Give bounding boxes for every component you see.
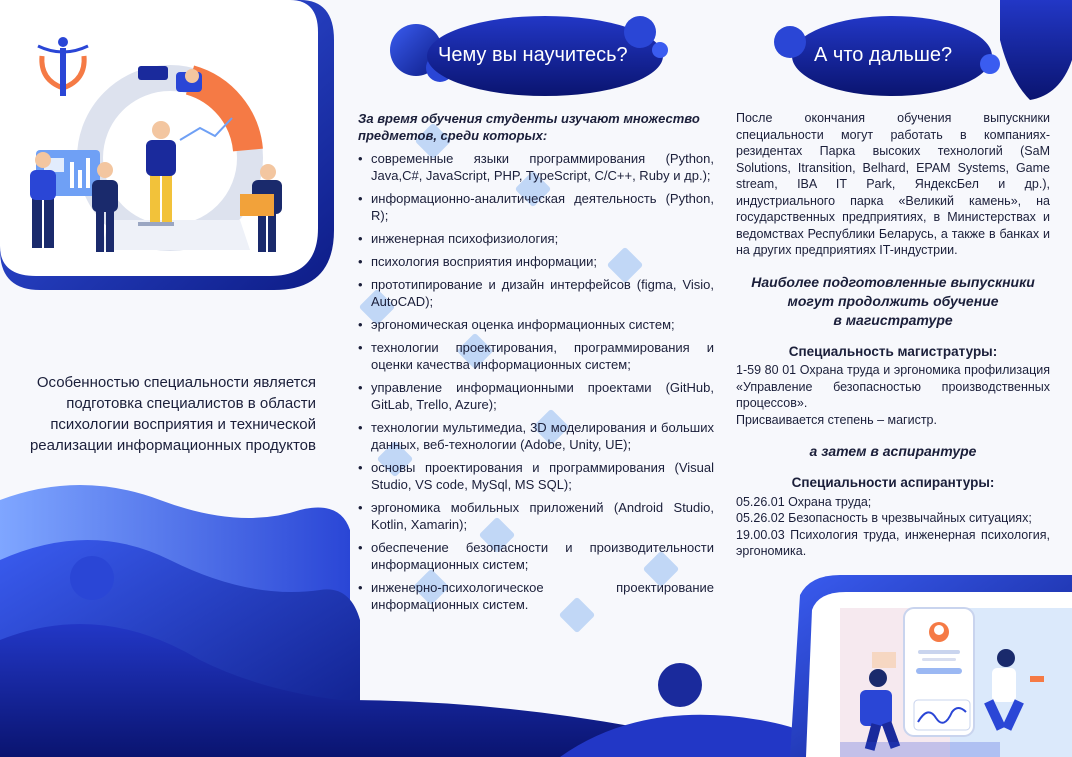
masters-text: 1-59 80 01 Охрана труда и эргономика профилизация «Управление безопасностью производственных процессов». [736, 363, 1050, 410]
phd-title: Специальности аспирантуры: [791, 475, 995, 490]
list-item: • основы проектирования и программирования (Visual Studio, VS code, MySql, MS SQL); [358, 459, 714, 493]
masters-title: Специальность магистратуры: [788, 343, 998, 359]
masters-intro-line: в магистратуре [833, 311, 953, 328]
list-item: • инженерная психофизиология; [358, 230, 714, 247]
list-item: • психология восприятия информации; [358, 253, 714, 270]
list-item: • современные языки программирования (Python, Java,C#, JavaScript, PHP, TypeScript, C/C++, Ruby и др.); [358, 150, 714, 184]
list-item: • эргономическая оценка информационных систем; [358, 316, 714, 333]
subjects-list [358, 150, 714, 613]
phd-intro: а затем в аспирантуре [809, 443, 977, 459]
list-item: 19.00.03 Психология труда, инженерная психология, эргономика. [736, 527, 1050, 558]
section-header-next: А что дальше? [814, 44, 953, 66]
list-item: • информационно-аналитическая деятельность (Python, R); [358, 190, 714, 224]
masters-intro-line: Наиболее подготовленные выпускники [751, 273, 1035, 290]
masters-intro [736, 273, 1050, 330]
list-item: • обеспечение безопасности и производительности информационных систем; [358, 539, 714, 573]
specialty-tagline: Особенностью специальности является подготовка специалистов в области психологии восприятия и технической реализации информационных продуктов [29, 374, 316, 454]
masters-degree: Присваивается степень – магистр. [736, 412, 937, 427]
list-item: • эргономика мобильных приложений (Android Studio, Kotlin, Xamarin); [358, 499, 714, 533]
list-item: • прототипирование и дизайн интерфейсов (figma, Visio, AutoCAD); [358, 276, 714, 310]
list-item: • технологии мультимедиа, 3D моделирования и больших данных, веб-технологии (Adobe, Unity, UE); [358, 419, 714, 453]
masters-intro-line: могут продолжить обучение [787, 292, 999, 309]
subjects-intro: За время обучения студенты изучают множество предметов, среди которых: [358, 111, 700, 143]
subjects-column [358, 110, 714, 619]
list-item: 05.26.02 Безопасность в чрезвычайных ситуациях; [736, 511, 1032, 525]
list-item: • инженерно-психологическое проектирование информационных систем. [358, 579, 714, 613]
career-column [736, 110, 1050, 560]
list-item: • технологии проектирования, программирования и оценки качества информационных систем; [358, 339, 714, 373]
career-paragraph: После окончания обучения выпускники специальности могут работать в компаниях-резидентах Парка высоких технологий (SaM Solutions, Itransition, Belhard, EPAM Systems, Game stream, IBA IT Park, ЯндексБел и др.), индустриального парка «Великий камень», на государственных предприятиях, в Министерствах и ведомствах Республики Беларусь, а также в банках и на других предприятиях IT-индустрии. [736, 111, 1050, 257]
list-item: 05.26.01 Охрана труда; [736, 494, 872, 509]
section-header-learn: Чему вы научитесь? [438, 44, 628, 66]
list-item: • управление информационными проектами (GitHub, GitLab, Trello, Azure); [358, 379, 714, 413]
